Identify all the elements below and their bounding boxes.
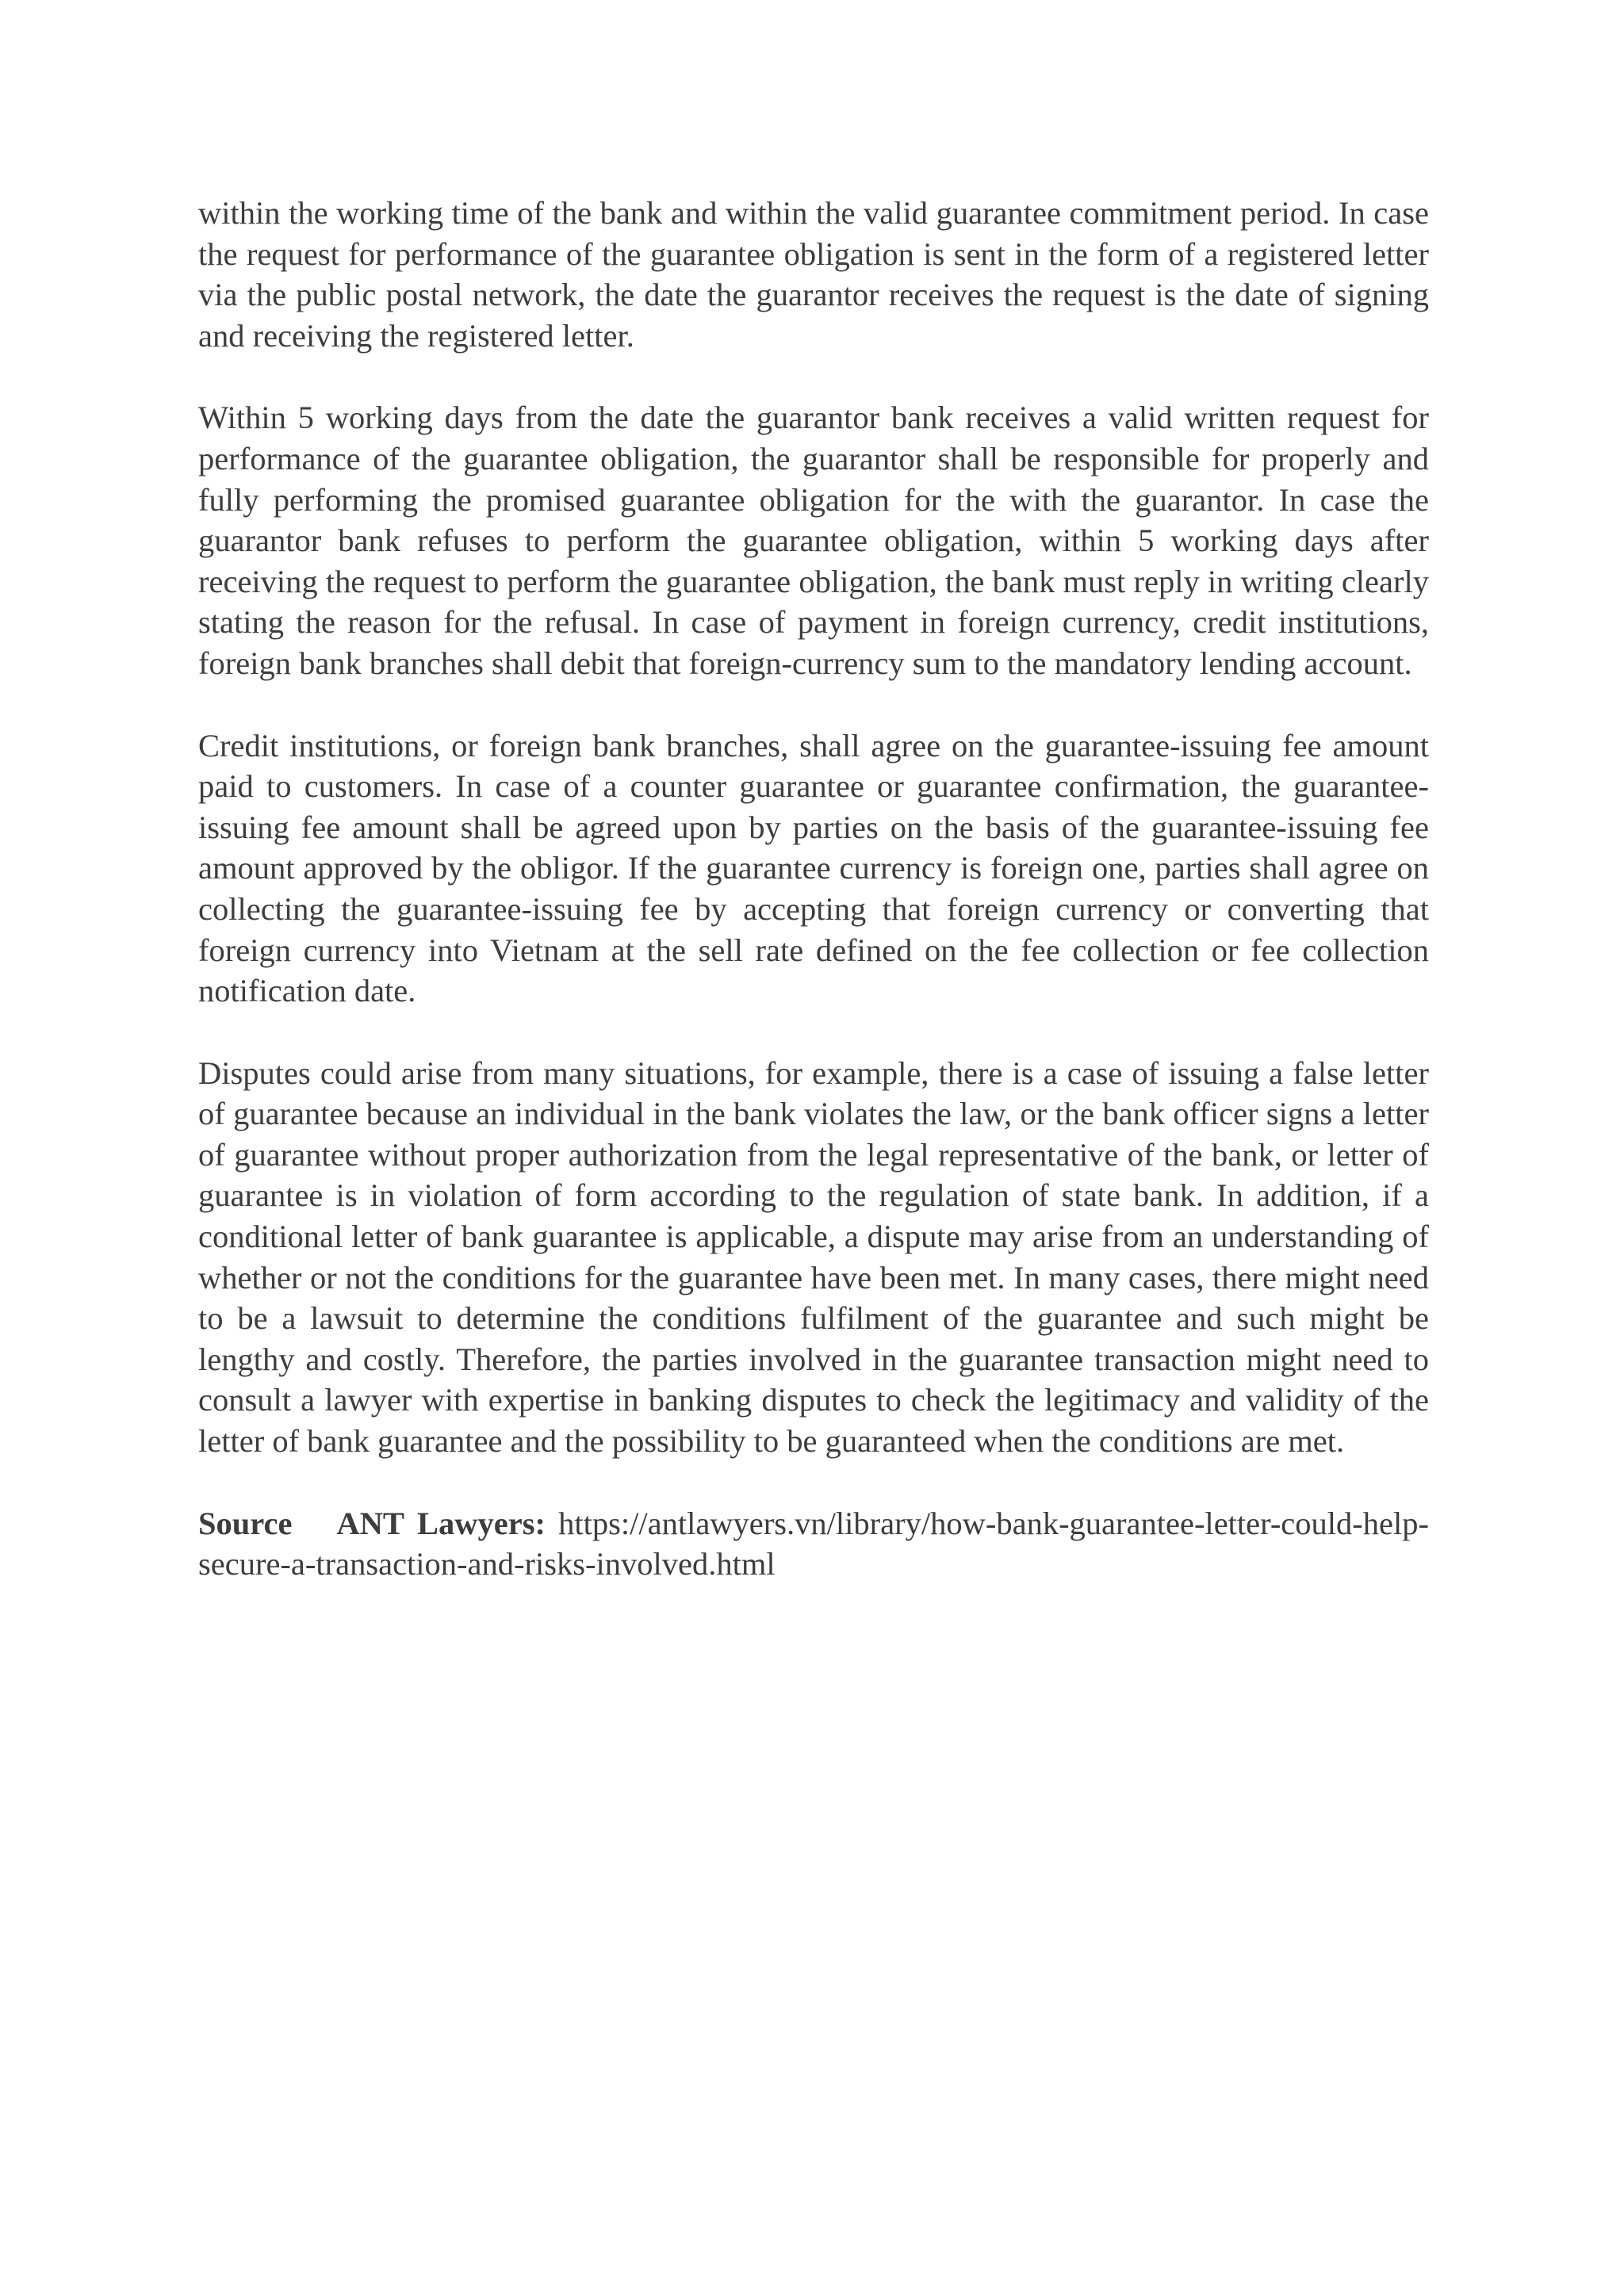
paragraph-guarantee-fee: Credit institutions, or foreign bank branches, shall agree on the guarantee-issuing fee amount paid to customers. In case of a counter guarantee or guarantee confirmation, the guarantee-issuing fee amount shall be agreed upon by parties on the basis of the guarantee-issuing fee amount approved by the obligor. If the guarantee currency is foreign one, parties shall agree on collecting the guarantee-issuing fee by accepting that foreign currency or converting that foreign currency into Vietnam at the sell rate defined on the fee collection or fee collection notification date.	[198, 727, 1429, 1009]
paragraph-guarantee-request-timing: within the working time of the bank and within the valid guarantee commitment period. In case the request for performance of the guarantee obligation is sent in the form of a registered letter via the public postal network, the date the guarantor receives the request is the date of signing and receiving the registered letter.	[198, 195, 1429, 354]
source-label-end: Lawyers:	[417, 1505, 546, 1541]
source-label: Source ANT	[198, 1505, 404, 1541]
paragraph-disputes: Disputes could arise from many situations, for example, there is a case of issuing a false letter of guarantee because an individual in the bank violates the law, or the bank officer signs a letter of guarantee without proper authorization from the legal representative of the bank, or letter of guarantee is in violation of form according to the regulation of state bank. In addition, if a conditional letter of bank guarantee is applicable, a dispute may arise from an understanding of whether or not the conditions for the guarantee have been met. In many cases, there might need to be a lawsuit to determine the conditions fulfilment of the guarantee and such might be lengthy and costly. Therefore, the parties involved in the guarantee transaction might need to consult a lawyer with expertise in banking disputes to check the legitimacy and validity of the letter of bank guarantee and the possibility to be guaranteed when the conditions are met.	[198, 1054, 1429, 1460]
paragraph-performance-obligation: Within 5 working days from the date the guarantor bank receives a valid written request for performance of the guarantee obligation, the guarantor shall be responsible for properly and fully performing the promised guarantee obligation for the with the guarantor. In case the guarantor bank refuses to perform the guarantee obligation, within 5 working days after receiving the request to perform the guarantee obligation, the bank must reply in writing clearly stating the reason for the refusal. In case of payment in foreign currency, credit institutions, foreign bank branches shall debit that foreign-currency sum to the mandatory lending account.	[198, 400, 1429, 681]
source-url: https://antlawyers.vn/library/how-bank-guarantee-letter-could-help-secure-a-transaction-and-risks-involved.html	[198, 1505, 1429, 1582]
source-citation	[198, 1503, 1429, 1585]
document-body	[198, 193, 1429, 1626]
